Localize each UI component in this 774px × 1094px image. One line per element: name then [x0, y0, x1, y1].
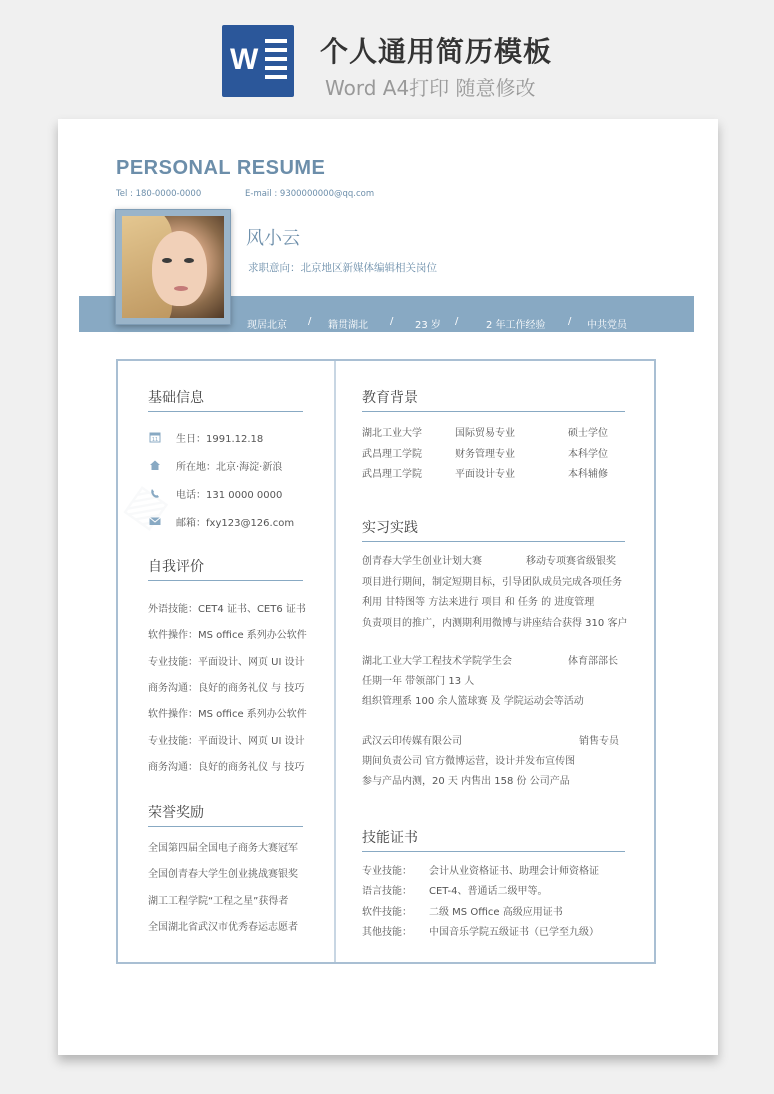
- content-box: [116, 359, 656, 964]
- practice-line: 任期一年 带领部门 13 人: [362, 676, 475, 687]
- skill-label: 软件技能：: [362, 907, 412, 918]
- resume-heading: PERSONAL RESUME: [116, 157, 326, 179]
- practice-line: 负责项目的推广，内测期利用微博与讲座结合获得 310 客户: [362, 618, 628, 629]
- skill-value: 会计从业资格证书、助理会计师资格证: [429, 866, 599, 877]
- practice-line: 利用 甘特图等 方法来进行 项目 和 任务 的 进度管理: [362, 597, 595, 608]
- practice-role: 移动专项赛省级银奖: [526, 556, 616, 567]
- skill-label: 语言技能：: [362, 886, 412, 897]
- calendar-icon: [149, 431, 161, 443]
- phone-icon: [149, 487, 161, 499]
- section-title-skills: 技能证书: [362, 830, 418, 846]
- section-title-practice: 实习实践: [362, 520, 418, 536]
- skill-value: CET-4、普通话二级甲等。: [429, 886, 548, 897]
- section-title-education: 教育背景: [362, 390, 418, 406]
- section-title-self-eval: 自我评价: [148, 559, 204, 575]
- bar-location: 现居北京: [247, 320, 287, 331]
- watermark: ▨: [117, 474, 179, 537]
- self-eval-item: 专业技能：平面设计、网页 UI 设计: [148, 736, 305, 747]
- edu-major: 平面设计专业: [455, 469, 515, 480]
- edu-degree: 硕士学位: [568, 428, 608, 439]
- banner-title: 个人通用简历模板: [320, 35, 553, 68]
- resume-page: [58, 119, 718, 1055]
- contact-tel: Tel : 180-0000-0000: [116, 189, 202, 199]
- self-eval-item: 商务沟通：良好的商务礼仪 与 技巧: [148, 762, 305, 773]
- bar-sep: /: [390, 316, 394, 327]
- bar-sep: /: [455, 316, 459, 327]
- bar-age: 23 岁: [415, 320, 441, 331]
- honor-item: 全国湖北省武汉市优秀春运志愿者: [148, 922, 298, 933]
- self-eval-item: 商务沟通：良好的商务礼仪 与 技巧: [148, 683, 305, 694]
- mail-icon: [149, 515, 161, 527]
- avatar: [115, 209, 231, 325]
- bar-sep: /: [568, 316, 572, 327]
- edu-degree: 本科学位: [568, 449, 608, 460]
- practice-org: 创青春大学生创业计划大赛: [362, 556, 482, 567]
- edu-major: 国际贸易专业: [455, 428, 515, 439]
- section-underline: [362, 851, 625, 852]
- bar-party: 中共党员: [587, 320, 627, 331]
- practice-role: 销售专员: [579, 736, 619, 747]
- edu-school: 武昌理工学院: [362, 449, 422, 460]
- practice-line: 期间负责公司 官方微博运营，设计并发布宣传图: [362, 756, 576, 767]
- self-eval-item: 软件操作：MS office 系列办公软件: [148, 630, 307, 641]
- edu-school: 武昌理工学院: [362, 469, 422, 480]
- job-intent: 求职意向：北京地区新媒体编辑相关岗位: [248, 262, 437, 274]
- section-underline: [148, 580, 303, 581]
- edu-school: 湖北工业大学: [362, 428, 422, 439]
- practice-org: 武汉云印传媒有限公司: [362, 736, 462, 747]
- practice-line: 项目进行期间，制定短期目标，引导团队成员完成各项任务: [362, 577, 622, 588]
- edu-major: 财务管理专业: [455, 449, 515, 460]
- practice-org: 湖北工业大学工程技术学院学生会: [362, 656, 512, 667]
- svg-text:11: 11: [151, 437, 159, 443]
- column-divider: [334, 361, 336, 962]
- section-underline: [148, 826, 303, 827]
- skill-label: 专业技能：: [362, 866, 412, 877]
- word-icon: [222, 25, 294, 97]
- bar-sep: /: [308, 316, 312, 327]
- section-underline: [148, 411, 303, 412]
- phone: 电话：131 0000 0000: [176, 490, 283, 501]
- section-underline: [362, 411, 625, 412]
- self-eval-item: 外语技能：CET4 证书、CET6 证书: [148, 604, 306, 615]
- section-underline: [362, 541, 625, 542]
- location: 所在地：北京·海淀·新浪: [176, 462, 283, 473]
- home-icon: [149, 459, 161, 471]
- person-name: 风小云: [246, 228, 300, 249]
- practice-line: 参与产品内测，20 天 内售出 158 份 公司产品: [362, 776, 570, 787]
- skill-label: 其他技能：: [362, 927, 412, 938]
- contact-email: E-mail : 9300000000@qq.com: [245, 189, 375, 199]
- honor-item: 全国创青春大学生创业挑战赛银奖: [148, 869, 298, 880]
- edu-degree: 本科辅修: [568, 469, 608, 480]
- skill-value: 中国音乐学院五级证书（已学至九级）: [429, 927, 599, 938]
- bar-experience: 2 年工作经验: [486, 320, 546, 331]
- section-title-honors: 荣誉奖励: [148, 805, 204, 821]
- practice-role: 体育部部长: [568, 656, 618, 667]
- honor-item: 全国第四届全国电子商务大赛冠军: [148, 843, 298, 854]
- practice-line: 组织管理系 100 余人篮球赛 及 学院运动会等活动: [362, 696, 584, 707]
- self-eval-item: 软件操作：MS office 系列办公软件: [148, 709, 307, 720]
- word-icon-letter: W: [230, 43, 259, 76]
- section-title-basic: 基础信息: [148, 390, 204, 406]
- birthday: 生日：1991.12.18: [176, 434, 264, 445]
- header-banner: [0, 0, 774, 118]
- honor-item: 湖工工程学院“工程之星”获得者: [148, 896, 289, 907]
- portrait-photo: [122, 216, 224, 318]
- skill-value: 二级 MS Office 高级应用证书: [429, 907, 563, 918]
- email: 邮箱：fxy123@126.com: [176, 518, 295, 529]
- bar-hometown: 籍贯湖北: [328, 320, 368, 331]
- banner-subtitle: Word A4打印 随意修改: [325, 76, 536, 100]
- self-eval-item: 专业技能：平面设计、网页 UI 设计: [148, 657, 305, 668]
